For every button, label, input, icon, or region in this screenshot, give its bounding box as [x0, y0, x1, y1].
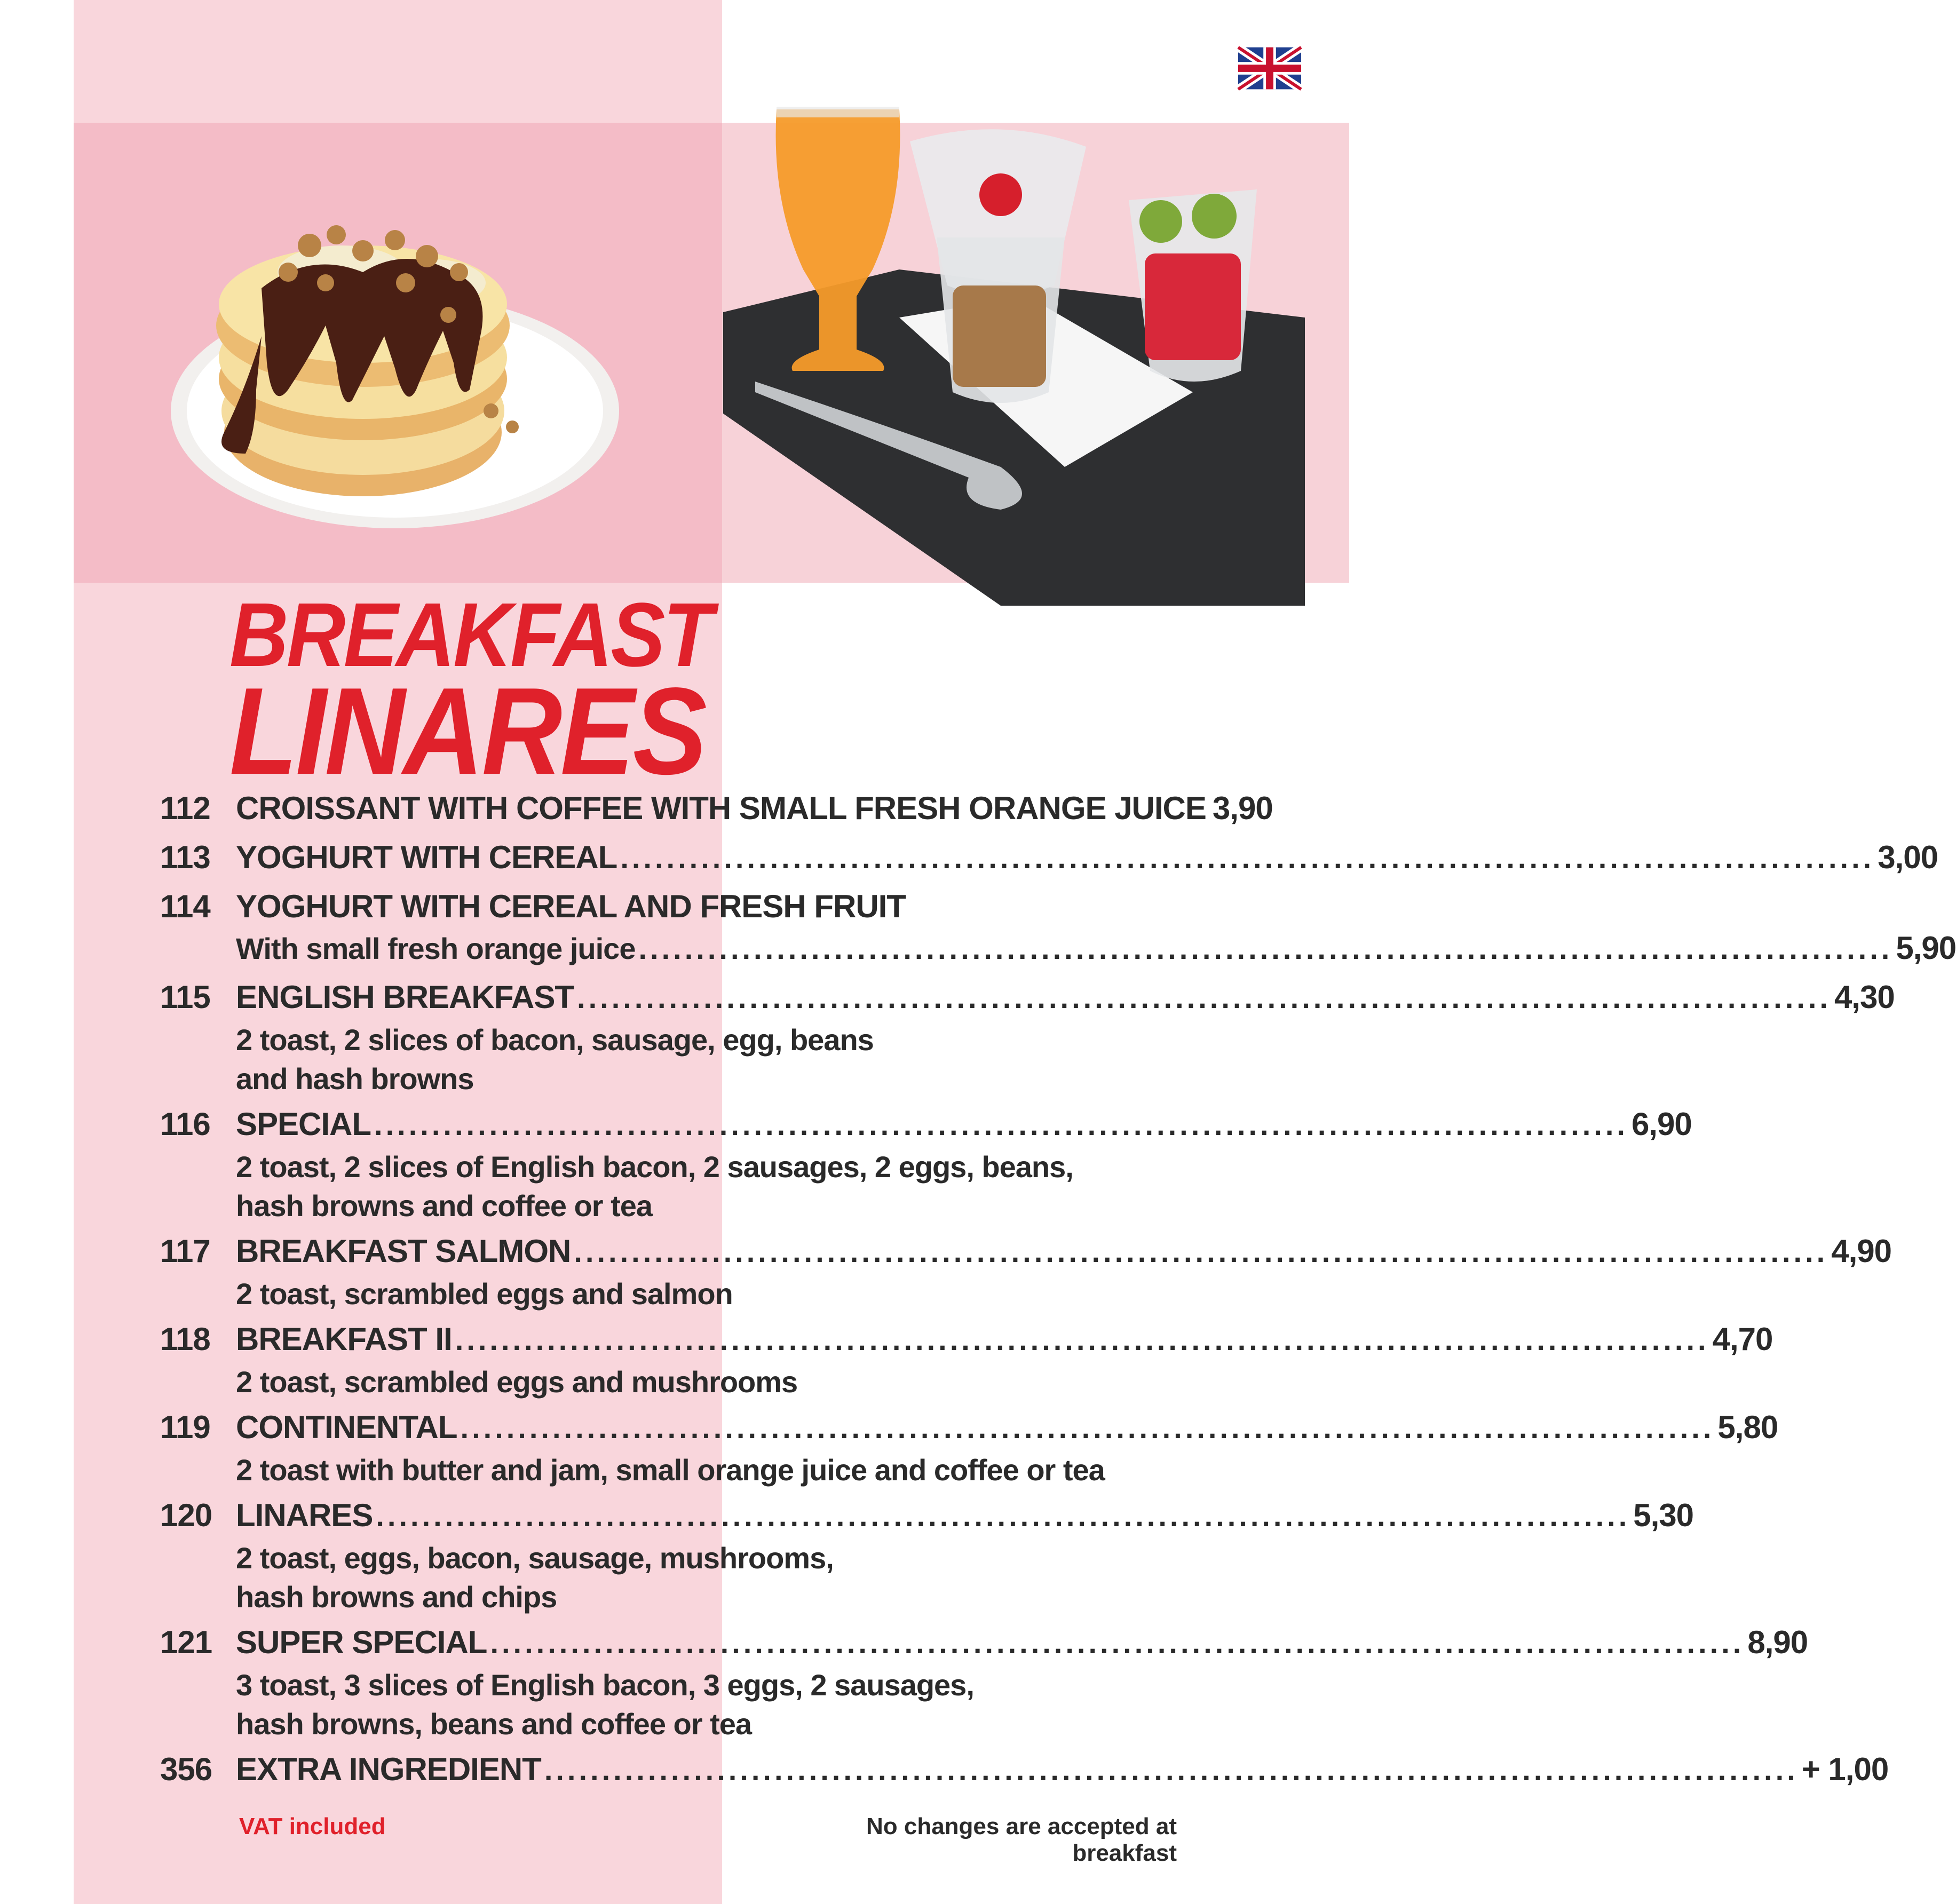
- menu-item-114: [160, 888, 1956, 971]
- description-line: hash browns and coffee or tea: [236, 1189, 653, 1223]
- menu-item-117: [160, 1233, 1892, 1313]
- menu-item-116: [160, 1106, 1692, 1225]
- dot-leader: .............................................................................................................: [376, 1499, 1630, 1533]
- item-number: 118: [160, 1321, 210, 1357]
- item-number: 356: [160, 1751, 212, 1787]
- item-price: 3,90: [1212, 790, 1273, 826]
- item-price: 6,90: [1631, 1106, 1692, 1142]
- menu-item-112: [160, 790, 1273, 831]
- item-price: 4,70: [1712, 1321, 1773, 1357]
- item-description: [160, 1147, 1185, 1225]
- dot-leader: .............................................................................................................: [544, 1753, 1799, 1787]
- menu-title-breakfast: BREAKFAST: [229, 584, 711, 686]
- item-name: ENGLISH BREAKFAST: [236, 979, 574, 1015]
- description-line: hash browns, beans and coffee or tea: [236, 1707, 752, 1741]
- item-name: YOGHURT WITH CEREAL AND FRESH FRUIT: [236, 888, 906, 924]
- item-name: BREAKFAST SALMON: [236, 1233, 571, 1269]
- item-name: EXTRA INGREDIENT: [236, 1751, 541, 1787]
- menu-item-113: [160, 839, 1938, 880]
- description-line: 3 toast, 3 slices of English bacon, 3 eggs, 2 sausages,: [236, 1668, 974, 1702]
- uk-flag-icon[interactable]: [1238, 47, 1301, 90]
- item-price: 4,90: [1831, 1233, 1892, 1269]
- item-price: + 1,00: [1801, 1751, 1889, 1787]
- dot-leader: .............................................................................................................: [455, 1323, 1709, 1356]
- description-line: 2 toast, scrambled eggs and mushrooms: [236, 1365, 798, 1399]
- item-name: SPECIAL: [236, 1106, 371, 1142]
- item-price: 5,90: [1896, 930, 1956, 966]
- item-name: SUPER SPECIAL: [236, 1624, 487, 1660]
- no-changes-note: No changes are accepted at breakfast: [866, 1813, 1177, 1866]
- menu-item-356: [160, 1751, 1889, 1792]
- item-description: [160, 1665, 1185, 1743]
- item-price: 8,90: [1747, 1624, 1808, 1660]
- menu-item-118: [160, 1321, 1773, 1401]
- pancakes-photo: [85, 112, 715, 576]
- description-line: 2 toast, 2 slices of English bacon, 2 sausages, 2 eggs, beans,: [236, 1150, 1073, 1184]
- dot-leader: .............................................................................................................: [574, 1235, 1828, 1268]
- item-number: 112: [160, 790, 210, 826]
- item-description: [160, 1538, 1185, 1616]
- item-number: 114: [160, 888, 210, 924]
- menu-item-119: [160, 1409, 1778, 1489]
- breakfast-menu-list: [160, 790, 1956, 1800]
- description-line: 2 toast, eggs, bacon, sausage, mushrooms,: [236, 1541, 834, 1575]
- description-line: 2 toast, scrambled eggs and salmon: [236, 1277, 733, 1311]
- item-number: 115: [160, 979, 210, 1015]
- dot-leader: .............................................................................................................: [577, 981, 1831, 1014]
- menu-item-121: [160, 1624, 1808, 1743]
- item-price: 5,80: [1717, 1409, 1778, 1445]
- item-name: YOGHURT WITH CEREAL: [236, 839, 617, 875]
- menu-title-linares: LINARES: [229, 662, 706, 800]
- menu-item-115: [160, 979, 1895, 1098]
- dot-leader: .............................................................................................................: [460, 1411, 1715, 1445]
- description-line: hash browns and chips: [236, 1580, 557, 1614]
- vat-note: VAT included: [239, 1813, 386, 1839]
- item-price: 4,30: [1834, 979, 1895, 1015]
- item-number: 117: [160, 1233, 210, 1269]
- item-number: 119: [160, 1409, 210, 1445]
- item-description: [160, 1450, 1185, 1489]
- item-description: [160, 1020, 1185, 1098]
- item-price: 5,30: [1633, 1497, 1694, 1533]
- item-number: 121: [160, 1624, 212, 1660]
- description-line: 2 toast, 2 slices of bacon, sausage, egg, beans: [236, 1023, 874, 1057]
- item-name: BREAKFAST II: [236, 1321, 452, 1357]
- item-name: CONTINENTAL: [236, 1409, 457, 1445]
- description-line: and hash browns: [236, 1062, 474, 1096]
- item-number: 120: [160, 1497, 212, 1533]
- dot-leader: .............................................................................................................: [620, 841, 1875, 875]
- item-name: LINARES: [236, 1497, 373, 1533]
- dot-leader: .............................................................................................................: [490, 1626, 1745, 1660]
- menu-item-120: [160, 1497, 1694, 1616]
- breakfast-tray-photo: [723, 93, 1305, 606]
- item-subline: With small fresh orange juice: [236, 932, 636, 965]
- item-description: [160, 1274, 1185, 1313]
- item-name: CROISSANT WITH COFFEE WITH SMALL FRESH ORANGE JUICE: [236, 790, 1206, 826]
- item-number: 116: [160, 1106, 210, 1142]
- item-number: 113: [160, 839, 210, 875]
- description-line: 2 toast with butter and jam, small orange juice and coffee or tea: [236, 1453, 1105, 1487]
- item-description: [160, 1362, 1185, 1401]
- dot-leader: .............................................................................................................: [638, 932, 1893, 965]
- dot-leader: .............................................................................................................: [374, 1108, 1628, 1141]
- item-price: 3,00: [1878, 839, 1938, 875]
